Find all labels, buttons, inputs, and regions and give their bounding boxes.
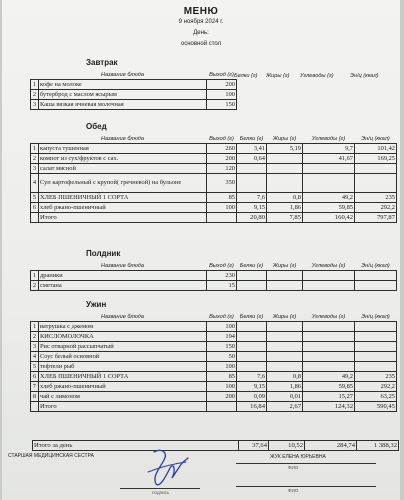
day-total-fat: 10,52 bbox=[269, 441, 305, 451]
right-name-caption: ФИО bbox=[288, 465, 299, 470]
cell-no: 1 bbox=[31, 144, 39, 154]
col-portion-header: Выход (г) bbox=[209, 135, 234, 142]
cell-carbs bbox=[303, 164, 355, 174]
cell-portion: 100 bbox=[207, 203, 237, 213]
cell-portion: 194 bbox=[207, 332, 237, 342]
cell-no: 2 bbox=[31, 154, 39, 164]
day-total-label: Итого за день bbox=[33, 441, 239, 451]
cell-energy: 292,2 bbox=[355, 203, 397, 213]
cell-no: 3 bbox=[31, 164, 39, 174]
left-signature-caption: подпись bbox=[152, 490, 170, 495]
cell-energy: 235 bbox=[355, 193, 397, 203]
table-row bbox=[31, 164, 397, 174]
cell-portion: 200 bbox=[207, 80, 237, 90]
cell-protein bbox=[237, 322, 267, 332]
cell-no: 2 bbox=[31, 90, 39, 100]
breakfast-title: Завтрак bbox=[86, 58, 118, 67]
col-fat-header: Жиры (г) bbox=[272, 262, 297, 269]
cell-protein bbox=[237, 281, 267, 291]
table-row bbox=[31, 271, 397, 281]
snack-title: Полдник bbox=[86, 249, 121, 258]
cell-carbs bbox=[303, 174, 355, 193]
table-row bbox=[31, 281, 397, 291]
cell-fat bbox=[267, 332, 303, 342]
cell-portion: 120 bbox=[207, 164, 237, 174]
cell-portion: 200 bbox=[207, 154, 237, 164]
table-row bbox=[31, 352, 397, 362]
cell-blank bbox=[31, 213, 39, 223]
cell-portion: 260 bbox=[207, 144, 237, 154]
col-carbs-header: Углеводы (г) bbox=[311, 313, 346, 320]
cell-name: компот из сух/фруктов с сах. bbox=[39, 154, 207, 164]
table-row bbox=[31, 144, 397, 154]
cell-no: 6 bbox=[31, 372, 39, 382]
cell-name: бутерброд с маслом ясырым bbox=[39, 90, 207, 100]
cell-protein bbox=[237, 174, 267, 193]
cell-carbs: 49,2 bbox=[303, 193, 355, 203]
col-fat-header: Жиры (г) bbox=[272, 135, 297, 142]
table-row bbox=[31, 193, 397, 203]
col-name-header: Название блюда bbox=[101, 313, 144, 320]
cell-fat: 0,01 bbox=[267, 392, 303, 402]
cell-protein: 7,6 bbox=[237, 372, 267, 382]
cell-energy bbox=[355, 322, 397, 332]
cell-portion: 150 bbox=[207, 342, 237, 352]
table-row bbox=[31, 174, 397, 193]
cell-carbs bbox=[303, 271, 355, 281]
col-carbs-header: Углеводы (г) bbox=[300, 73, 334, 79]
cell-portion: 15 bbox=[207, 281, 237, 291]
cell-name: драники bbox=[39, 271, 207, 281]
cell-name: КИСЛОМОЛОЧКА bbox=[39, 332, 207, 342]
cell-fat: 1,86 bbox=[267, 203, 303, 213]
cell-portion: 100 bbox=[207, 382, 237, 392]
cell-energy: 292,2 bbox=[355, 382, 397, 392]
total-energy: 590,45 bbox=[355, 402, 397, 412]
cell-name: хлеб ржано-пшеничный bbox=[39, 203, 207, 213]
total-energy: 797,87 bbox=[355, 213, 397, 223]
cell-no: 6 bbox=[31, 203, 39, 213]
cell-portion: 230 bbox=[207, 271, 237, 281]
cell-name: Суп картофельный с крупой( гречневой) на бульоне bbox=[39, 174, 207, 193]
cell-no: 4 bbox=[31, 174, 39, 193]
cell-portion: 200 bbox=[207, 392, 237, 402]
cell-no: 8 bbox=[31, 392, 39, 402]
cell-name: ХЛЕБ ПШЕНИЧНЫЙ 1 СОРТА bbox=[39, 372, 207, 382]
cell-protein bbox=[237, 352, 267, 362]
cell-fat bbox=[267, 342, 303, 352]
cell-fat bbox=[267, 322, 303, 332]
table-row bbox=[31, 382, 397, 392]
cell-carbs bbox=[303, 362, 355, 372]
col-energy-header: Эн/ц (ккал) bbox=[350, 73, 379, 79]
table-row bbox=[31, 322, 397, 332]
breakfast-table bbox=[30, 70, 237, 110]
total-fat: 7,85 bbox=[267, 213, 303, 223]
cell-fat: 0,8 bbox=[267, 193, 303, 203]
total-fat: 2,67 bbox=[267, 402, 303, 412]
col-portion-header: Выход (г) bbox=[209, 262, 234, 269]
cell-carbs: 59,85 bbox=[303, 382, 355, 392]
cell-no: 1 bbox=[31, 271, 39, 281]
cell-name: чай с лимоном bbox=[39, 392, 207, 402]
cell-portion: 100 bbox=[207, 362, 237, 372]
cell-fat bbox=[267, 281, 303, 291]
cell-energy bbox=[355, 362, 397, 372]
menu-sheet bbox=[2, 0, 400, 500]
cell-name: хлеб ржано-пшеничный bbox=[39, 382, 207, 392]
table-row bbox=[31, 342, 397, 352]
cell-energy: 169,25 bbox=[355, 154, 397, 164]
cell-energy bbox=[355, 164, 397, 174]
col-protein-header: Белки (г) bbox=[239, 135, 264, 142]
day-label: День: bbox=[193, 30, 209, 36]
table-label: основной стол bbox=[180, 41, 222, 47]
col-energy-header: Эн/ц (ккал) bbox=[361, 262, 390, 269]
cell-protein bbox=[237, 271, 267, 281]
cell-name: капуста тушенная bbox=[39, 144, 207, 154]
cell-blank bbox=[207, 213, 237, 223]
table-row bbox=[31, 372, 397, 382]
table-row bbox=[31, 362, 397, 372]
cell-no: 1 bbox=[31, 322, 39, 332]
cell-name: сметана bbox=[39, 281, 207, 291]
cell-carbs: 9,7 bbox=[303, 144, 355, 154]
cell-energy: 235 bbox=[355, 372, 397, 382]
total-carbs: 160,42 bbox=[303, 213, 355, 223]
handwritten-signature bbox=[142, 446, 192, 490]
cell-portion: 100 bbox=[207, 322, 237, 332]
cell-energy bbox=[355, 332, 397, 342]
total-label: Итого bbox=[39, 402, 207, 412]
col-protein-header: Белки (г) bbox=[239, 313, 264, 320]
col-portion-header: Выход (г) bbox=[209, 71, 234, 78]
cell-fat: 5,19 bbox=[267, 144, 303, 154]
cell-carbs: 49,2 bbox=[303, 372, 355, 382]
cell-portion: 350 bbox=[207, 174, 237, 193]
cell-portion: 85 bbox=[207, 372, 237, 382]
cell-protein bbox=[237, 362, 267, 372]
cell-protein: 9,15 bbox=[237, 382, 267, 392]
cell-portion: 85 bbox=[207, 193, 237, 203]
cell-energy: 63,25 bbox=[355, 392, 397, 402]
cell-fat: 1,86 bbox=[267, 382, 303, 392]
table-row bbox=[31, 332, 397, 342]
cell-name: Рис отварной рассыпчатый bbox=[39, 342, 207, 352]
total-carbs: 124,32 bbox=[303, 402, 355, 412]
right-signatory-name: ЖУК ЕЛЕНА ЮРЬЕВНА bbox=[270, 454, 326, 460]
cell-name: салат мясной bbox=[39, 164, 207, 174]
cell-portion: 150 bbox=[207, 100, 237, 110]
total-row bbox=[31, 213, 397, 223]
total-label: Итого bbox=[39, 213, 207, 223]
cell-protein: 0,09 bbox=[237, 392, 267, 402]
cell-carbs bbox=[303, 322, 355, 332]
table-header-row bbox=[31, 70, 237, 80]
dinner-table bbox=[30, 312, 397, 412]
cell-energy bbox=[355, 281, 397, 291]
lunch-title: Обед bbox=[86, 122, 107, 131]
cell-fat bbox=[267, 271, 303, 281]
table-row bbox=[31, 100, 237, 110]
right-name-line bbox=[236, 463, 376, 464]
cell-blank bbox=[31, 402, 39, 412]
cell-name: Соус белый основной bbox=[39, 352, 207, 362]
cell-name: кофе на молоке bbox=[39, 80, 207, 90]
cell-carbs bbox=[303, 342, 355, 352]
total-row bbox=[31, 402, 397, 412]
cell-energy: 101,42 bbox=[355, 144, 397, 154]
day-total-table bbox=[32, 440, 399, 451]
menu-date: 9 ноября 2024 г. bbox=[178, 19, 224, 25]
table-row bbox=[31, 392, 397, 402]
col-energy-header: Эн/ц (ккал) bbox=[361, 135, 390, 142]
col-protein-header: Белки (г) bbox=[234, 73, 258, 79]
table-row bbox=[31, 90, 237, 100]
cell-energy bbox=[355, 174, 397, 193]
cell-fat bbox=[267, 154, 303, 164]
cell-no: 4 bbox=[31, 352, 39, 362]
cell-no: 5 bbox=[31, 193, 39, 203]
col-energy-header: Эн/ц (ккал) bbox=[361, 313, 390, 320]
day-total-protein: 37,64 bbox=[239, 441, 269, 451]
col-carbs-header: Углеводы (г) bbox=[311, 135, 346, 142]
day-total-energy: 1 388,32 bbox=[357, 441, 399, 451]
col-fat-header: Жиры (г) bbox=[266, 73, 290, 79]
cell-protein: 7,6 bbox=[237, 193, 267, 203]
cell-name: Каша вязкая ячневая молочная bbox=[39, 100, 207, 110]
day-total-carbs: 284,74 bbox=[305, 441, 357, 451]
cell-no: 1 bbox=[31, 80, 39, 90]
dinner-title: Ужин bbox=[86, 300, 107, 309]
cell-protein bbox=[237, 332, 267, 342]
cell-carbs: 41,67 bbox=[303, 154, 355, 164]
cell-fat bbox=[267, 164, 303, 174]
menu-title: МЕНЮ bbox=[183, 6, 219, 17]
total-protein: 20,80 bbox=[237, 213, 267, 223]
cell-protein: 3,41 bbox=[237, 144, 267, 154]
cell-protein: 9,15 bbox=[237, 203, 267, 213]
cell-no: 3 bbox=[31, 342, 39, 352]
cell-carbs bbox=[303, 281, 355, 291]
cell-protein bbox=[237, 164, 267, 174]
table-row bbox=[31, 80, 237, 90]
cell-no: 3 bbox=[31, 100, 39, 110]
cell-name: ватрушка с джемом bbox=[39, 322, 207, 332]
cell-no: 2 bbox=[31, 332, 39, 342]
snack-table bbox=[30, 261, 397, 291]
cell-fat: 0,8 bbox=[267, 372, 303, 382]
cell-protein: 0,64 bbox=[237, 154, 267, 164]
cell-energy bbox=[355, 342, 397, 352]
cell-energy bbox=[355, 352, 397, 362]
cell-protein bbox=[237, 342, 267, 352]
col-name-header: Название блюда bbox=[101, 262, 144, 269]
cell-fat bbox=[267, 352, 303, 362]
col-carbs-header: Углеводы (г) bbox=[311, 262, 346, 269]
cell-portion: 50 bbox=[207, 352, 237, 362]
col-fat-header: Жиры (г) bbox=[272, 313, 297, 320]
cell-no: 7 bbox=[31, 382, 39, 392]
total-protein: 16,84 bbox=[237, 402, 267, 412]
day-total-row bbox=[33, 441, 399, 451]
cell-blank bbox=[207, 402, 237, 412]
cell-name: тефтели рыб bbox=[39, 362, 207, 372]
cell-carbs bbox=[303, 352, 355, 362]
cell-fat bbox=[267, 174, 303, 193]
col-name-header: Название блюда bbox=[101, 71, 144, 78]
col-portion-header: Выход (г) bbox=[209, 313, 234, 320]
table-row bbox=[31, 203, 397, 213]
cell-carbs bbox=[303, 332, 355, 342]
cell-no: 5 bbox=[31, 362, 39, 372]
lunch-table bbox=[30, 134, 397, 223]
cell-energy bbox=[355, 271, 397, 281]
col-name-header: Название блюда bbox=[101, 135, 144, 142]
cell-name: ХЛЕБ ПШЕНИЧНЫЙ 1 СОРТА bbox=[39, 193, 207, 203]
table-row bbox=[31, 154, 397, 164]
right-signature-line bbox=[236, 486, 376, 487]
right-signature-caption: ФИО bbox=[288, 488, 299, 493]
cell-carbs: 15,27 bbox=[303, 392, 355, 402]
cell-fat bbox=[267, 362, 303, 372]
cell-no: 2 bbox=[31, 281, 39, 291]
cell-portion: 100 bbox=[207, 90, 237, 100]
cell-carbs: 59,85 bbox=[303, 203, 355, 213]
left-signatory-title: СТАРШАЯ МЕДИЦИНСКАЯ СЕСТРА bbox=[8, 453, 94, 459]
col-protein-header: Белки (г) bbox=[239, 262, 264, 269]
